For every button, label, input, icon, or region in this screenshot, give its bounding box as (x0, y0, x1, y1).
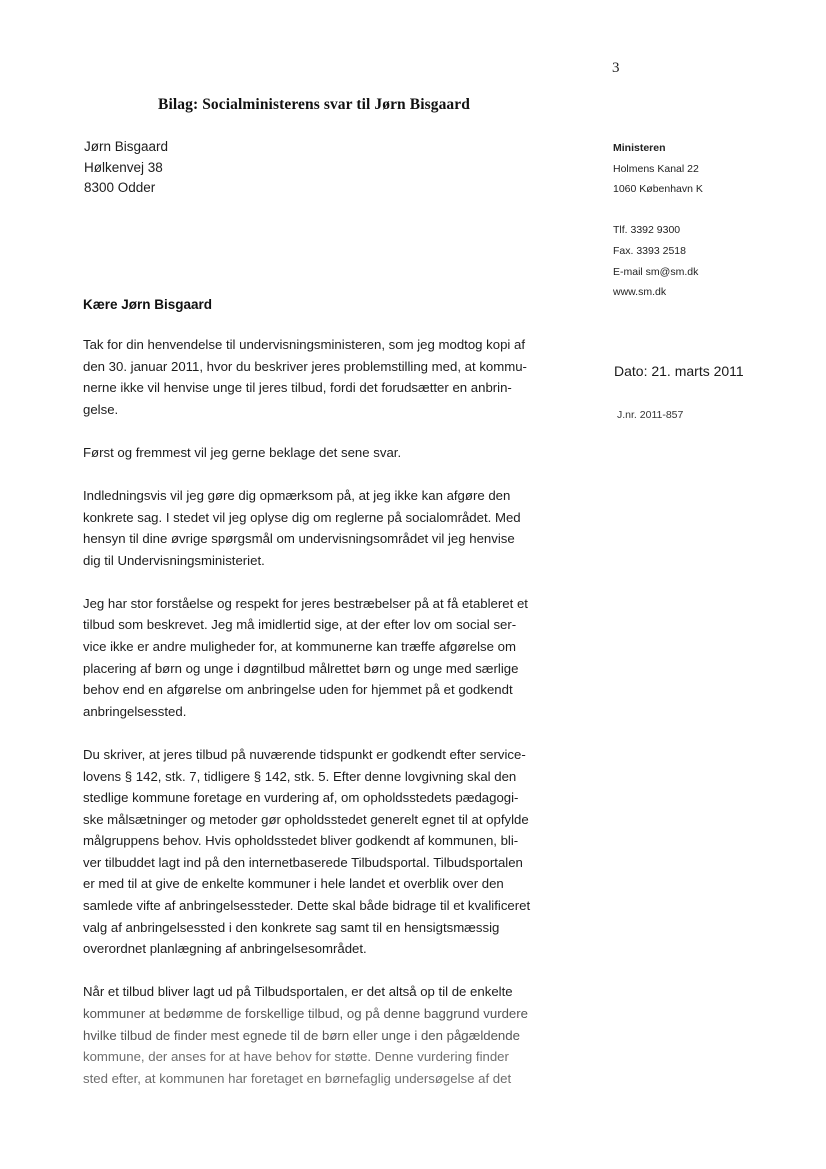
text-line: Når et tilbud bliver lagt ud på Tilbudsportalen, er det altså op til de enkelte (83, 984, 513, 1000)
text-line: gelse. (83, 401, 119, 417)
text-line: sted efter, at kommunen har foretaget en børnefaglig undersøgelse af det (83, 1070, 512, 1086)
letter-date: Dato: 21. marts 2011 (614, 363, 744, 379)
sender-block (613, 138, 703, 303)
text-line: konkrete sag. I stedet vil jeg oplyse dig om reglerne på socialområdet. Med (83, 509, 521, 525)
text-line: Du skriver, at jeres tilbud på nuværende tidspunkt er godkendt efter service- (83, 746, 526, 762)
text-line: Først og fremmest vil jeg gerne beklage det sene svar. (83, 444, 402, 460)
recipient-name: Jørn Bisgaard (84, 139, 169, 154)
recipient-street: Hølkenvej 38 (84, 159, 163, 175)
text-line: den 30. januar 2011, hvor du beskriver jeres problemstilling med, at kommu- (83, 358, 527, 374)
body-paragraph (83, 981, 583, 1089)
text-line: nerne ikke vil henvise unge til jeres tilbud, fordi det forudsætter en anbrin- (83, 380, 512, 396)
text-line: ver tilbuddet lagt ind på den internetbaserede Tilbudsportal. Tilbudsportalen (83, 854, 523, 870)
recipient-address (84, 137, 168, 199)
sender-spacer (613, 200, 703, 221)
text-line: tilbud som beskrevet. Jeg må imidlertid sige, at der efter lov om social ser- (83, 617, 517, 633)
sender-phone: Tlf. 3392 9300 (613, 224, 681, 237)
text-line: behov end en afgørelse om anbringelse uden for hjemmet på et godkendt (83, 682, 513, 698)
recipient-city: 8300 Odder (84, 180, 156, 195)
text-line: Indledningsvis vil jeg gøre dig opmærksom på, at jeg ikke kan afgøre den (83, 487, 511, 503)
text-line: Tak for din henvendelse til undervisningsministeren, som jeg modtog kopi af (83, 337, 526, 352)
text-line: anbringelsessted. (83, 703, 187, 719)
journal-number: J.nr. 2011-857 (617, 409, 684, 421)
body-paragraph (83, 442, 583, 464)
sender-fax: Fax. 3393 2518 (613, 244, 686, 257)
text-line: hvilke tilbud de finder mest egnede til de børn eller unge i den pågældende (83, 1027, 520, 1043)
text-line: dig til Undervisningsministeriet. (83, 552, 265, 568)
text-line: ske målsætninger og metoder gør opholdsstedet generelt egnet til at opfylde (83, 811, 529, 827)
document-title: Bilag: Socialministerens svar til Jørn Bisgaard (158, 96, 470, 113)
sender-street: Holmens Kanal 22 (613, 162, 699, 175)
body-paragraph (83, 485, 583, 571)
text-line: overordnet planlægning af anbringelsesområdet. (83, 941, 367, 957)
text-line: kommuner at bedømme de forskellige tilbud, og på denne baggrund vurdere (83, 1005, 528, 1021)
text-line: placering af børn og unge i døgntilbud målrettet børn og unge med særlige (83, 660, 519, 676)
text-line: samlede vifte af anbringelsessteder. Dette skal både bidrage til et kvalificeret (83, 898, 531, 914)
text-line: hensyn til dine øvrige spørgsmål om undervisningsområdet vil jeg henvise (83, 531, 515, 547)
text-line: Jeg har stor forståelse og respekt for jeres bestræbelser på at få etableret et (83, 595, 528, 611)
salutation: Kære Jørn Bisgaard (83, 297, 213, 312)
text-line: vice ikke er andre muligheder for, at kommunerne kan træffe afgørelse om (83, 639, 516, 655)
body-paragraph (83, 593, 583, 723)
sender-heading: Ministeren (613, 142, 666, 154)
text-line: stedlige kommune foretage en vurdering af, om opholdsstedets pædagogi- (83, 790, 519, 806)
text-line: kommune, der anses for at have behov for støtte. Denne vurdering finder (83, 1049, 509, 1065)
letter-body (83, 334, 583, 1111)
page-number: 3 (612, 60, 620, 76)
body-paragraph (83, 334, 583, 420)
text-line: valg af anbringelsessted i den konkrete sag samt til en hensigtsmæssig (83, 919, 500, 935)
sender-email: E-mail sm@sm.dk (613, 265, 699, 278)
text-line: lovens § 142, stk. 7, tidligere § 142, stk. 5. Efter denne lovgivning skal den (83, 768, 517, 784)
body-paragraph (83, 744, 583, 960)
sender-web: www.sm.dk (613, 286, 667, 299)
text-line: målgruppens behov. Hvis opholdsstedet bliver godkendt af kommunen, bli- (83, 833, 519, 849)
sender-city: 1060 København K (613, 183, 703, 196)
text-line: er med til at give de enkelte kommuner i hele landet et overblik over den (83, 876, 504, 892)
